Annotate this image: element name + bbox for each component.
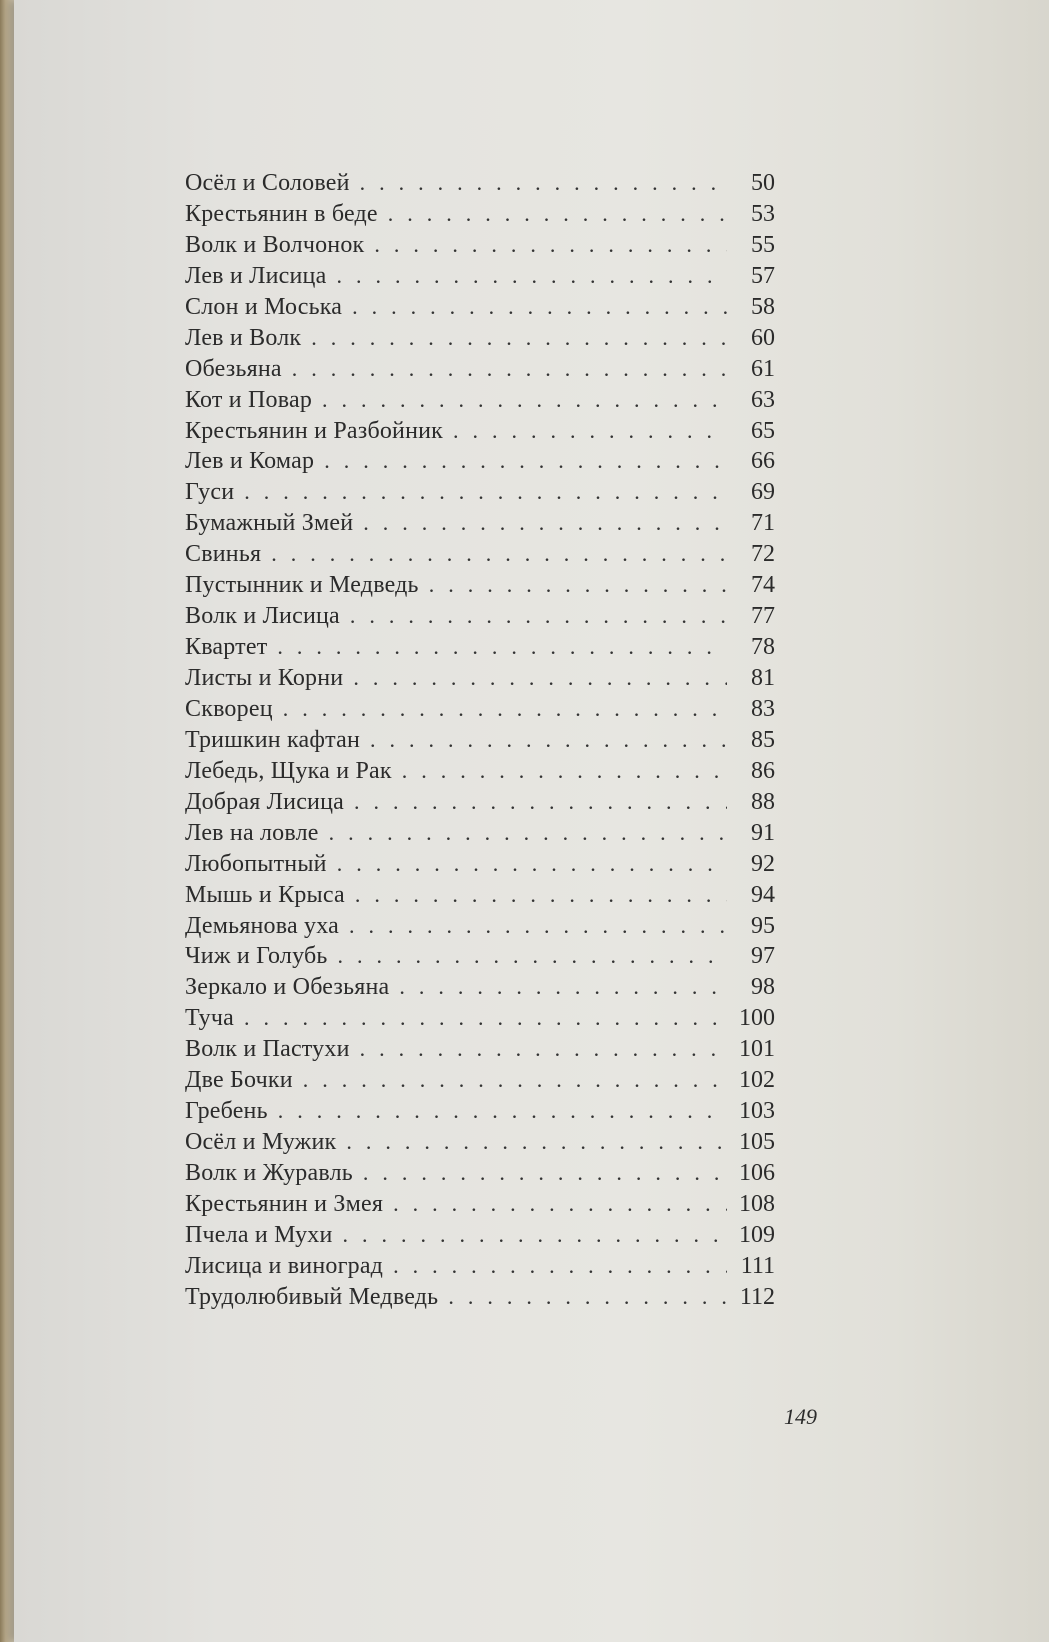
toc-entry — [185, 1127, 775, 1158]
toc-entry — [185, 385, 775, 416]
toc-entry — [185, 972, 775, 1003]
dot-leader — [277, 632, 727, 663]
toc-entry-page: 111 — [740, 1252, 775, 1279]
toc-entry-title: Свинья — [185, 541, 262, 568]
toc-entry-page: 63 — [751, 386, 775, 413]
toc-entry-title: Пчела и Мухи — [185, 1221, 333, 1248]
toc-entry — [185, 323, 775, 354]
toc-entry-title: Волк и Лисица — [185, 603, 340, 630]
dot-leader — [353, 663, 727, 694]
toc-entry-page: 103 — [739, 1098, 775, 1125]
toc-entry — [185, 632, 775, 663]
toc-entry — [185, 168, 775, 199]
dot-leader — [343, 1220, 727, 1251]
dot-leader — [283, 694, 727, 725]
page-number: 149 — [784, 1404, 817, 1429]
dot-leader — [360, 1034, 727, 1065]
toc-entry-title: Мышь и Крыса — [185, 881, 345, 908]
toc-entry-title: Скворец — [185, 695, 273, 722]
toc-entry-page: 100 — [739, 1005, 775, 1032]
toc-entry-title: Чиж и Голубь — [185, 943, 328, 970]
toc-entry-title: Демьянова уха — [185, 912, 339, 939]
toc-entry — [185, 416, 775, 447]
toc-entry-page: 102 — [739, 1067, 775, 1094]
toc-entry-page: 69 — [751, 479, 775, 506]
toc-entry-page: 88 — [751, 788, 775, 815]
toc-entry-title: Листы и Корни — [185, 665, 344, 691]
toc-entry — [185, 1034, 775, 1065]
dot-leader — [349, 911, 727, 942]
toc-entry-title: Гребень — [185, 1098, 268, 1125]
toc-entry — [185, 1189, 775, 1220]
dot-leader — [402, 756, 727, 787]
toc-entry — [185, 261, 775, 292]
toc-entry-title: Любопытный — [185, 850, 327, 877]
toc-entry-title: Обезьяна — [185, 355, 282, 382]
toc-entry — [185, 601, 775, 632]
toc-entry — [185, 725, 775, 756]
dot-leader — [336, 261, 727, 292]
book-spine-edge — [0, 0, 14, 1642]
dot-leader — [324, 446, 727, 477]
dot-leader — [271, 539, 727, 570]
dot-leader — [337, 849, 727, 880]
toc-entry-page: 53 — [751, 200, 775, 227]
toc-entry — [185, 354, 775, 385]
toc-entry — [185, 818, 775, 849]
toc-entry-page: 109 — [739, 1221, 775, 1248]
toc-entry-page: 71 — [751, 510, 775, 537]
toc-entry-page: 81 — [751, 665, 775, 691]
toc-entry — [185, 539, 775, 570]
dot-leader — [363, 1158, 727, 1189]
toc-entry — [185, 849, 775, 880]
toc-entry-page: 98 — [751, 974, 775, 1001]
toc-entry-page: 58 — [751, 293, 775, 320]
toc-entry — [185, 570, 775, 601]
toc-entry — [185, 1158, 775, 1189]
toc-entry-title: Тришкин кафтан — [185, 726, 360, 753]
toc-entry — [185, 1096, 775, 1127]
toc-entry-page: 101 — [739, 1036, 775, 1063]
dot-leader — [292, 354, 727, 385]
toc-entry-title: Осёл и Мужик — [185, 1129, 337, 1156]
toc-entry-page: 97 — [751, 943, 775, 970]
toc-entry-title: Лев и Волк — [185, 324, 302, 351]
dot-leader — [363, 508, 727, 539]
toc-entry-page: 106 — [739, 1160, 775, 1186]
dot-leader — [388, 199, 727, 230]
toc-entry-page: 86 — [751, 757, 775, 784]
dot-leader — [360, 168, 727, 199]
toc-entry-page: 55 — [751, 231, 775, 258]
toc-entry-title: Крестьянин и Змея — [185, 1190, 384, 1217]
toc-entry-title: Туча — [185, 1005, 234, 1032]
toc-entry — [185, 880, 775, 911]
toc-entry-title: Крестьянин в беде — [185, 200, 378, 227]
dot-leader — [278, 1096, 727, 1127]
toc-entry — [185, 787, 775, 818]
toc-entry — [185, 477, 775, 508]
toc-entry — [185, 230, 775, 261]
dot-leader — [399, 972, 727, 1003]
toc-entry — [185, 941, 775, 972]
toc-entry — [185, 508, 775, 539]
toc-entry-page: 94 — [751, 881, 775, 908]
toc-entry-page: 95 — [751, 912, 775, 939]
toc-entry-title: Лебедь, Щука и Рак — [185, 757, 392, 784]
toc-entry — [185, 1003, 775, 1034]
toc-entry-title: Квартет — [185, 634, 268, 661]
toc-entry-title: Зеркало и Обезьяна — [185, 974, 390, 1001]
toc-entry-page: 112 — [739, 1283, 775, 1310]
dot-leader — [322, 385, 727, 416]
toc-entry-title: Добрая Лисица — [185, 788, 344, 815]
toc-entry-title: Волк и Пастухи — [185, 1036, 350, 1063]
dot-leader — [448, 1282, 727, 1313]
toc-entry-title: Крестьянин и Разбойник — [185, 417, 444, 444]
toc-entry-page: 50 — [751, 170, 775, 196]
toc-entry-title: Лев на ловле — [185, 819, 319, 846]
toc-entry-page: 66 — [751, 448, 775, 475]
toc-entry-title: Пустынник и Медведь — [185, 572, 419, 599]
toc-entry-title: Слон и Моська — [185, 293, 343, 320]
toc-entry-page: 57 — [751, 262, 775, 289]
toc-entry-title: Волк и Журавль — [185, 1160, 353, 1186]
toc-entry-page: 61 — [751, 355, 775, 382]
toc-entry-title: Гуси — [185, 479, 235, 506]
dot-leader — [244, 1003, 727, 1034]
toc-entry-title: Трудолюбивый Медведь — [185, 1283, 439, 1310]
toc-entry-page: 108 — [739, 1190, 775, 1217]
book-page — [14, 0, 1049, 1642]
toc-entry — [185, 911, 775, 942]
dot-leader — [354, 787, 727, 818]
toc-entry-page: 91 — [751, 819, 775, 846]
toc-entry-title: Лев и Лисица — [185, 262, 327, 289]
dot-leader — [453, 416, 727, 447]
toc-entry — [185, 1282, 775, 1313]
dot-leader — [393, 1251, 727, 1282]
dot-leader — [346, 1127, 727, 1158]
dot-leader — [352, 292, 727, 323]
toc-entry-page: 60 — [751, 324, 775, 351]
toc-entry-title: Осёл и Соловей — [185, 170, 350, 196]
toc-entry-page: 74 — [751, 572, 775, 599]
dot-leader — [370, 725, 727, 756]
dot-leader — [338, 941, 727, 972]
toc-entry — [185, 1065, 775, 1096]
toc-entry-page: 77 — [751, 603, 775, 630]
toc-entry-page: 92 — [751, 850, 775, 877]
toc-entry — [185, 292, 775, 323]
toc-entry-page: 78 — [751, 634, 775, 661]
toc-entry-page: 83 — [751, 695, 775, 722]
dot-leader — [393, 1189, 727, 1220]
toc-entry-title: Волк и Волчонок — [185, 231, 365, 258]
toc-entry — [185, 756, 775, 787]
dot-leader — [329, 818, 727, 849]
dot-leader — [350, 601, 727, 632]
toc-entry-title: Две Бочки — [185, 1067, 293, 1094]
toc-entry-page: 72 — [751, 541, 775, 568]
dot-leader — [303, 1065, 727, 1096]
dot-leader — [429, 570, 727, 601]
toc-entry-title: Кот и Повар — [185, 386, 313, 413]
toc-entry — [185, 663, 775, 694]
toc-entry-page: 85 — [751, 726, 775, 753]
toc-entry — [185, 1220, 775, 1251]
dot-leader — [355, 880, 727, 911]
toc-entry-title: Бумажный Змей — [185, 510, 354, 537]
dot-leader — [244, 477, 727, 508]
table-of-contents — [185, 168, 775, 1313]
toc-entry-title: Лев и Комар — [185, 448, 315, 475]
toc-entry — [185, 199, 775, 230]
dot-leader — [311, 323, 727, 354]
toc-entry — [185, 446, 775, 477]
toc-entry-page: 105 — [739, 1129, 775, 1156]
toc-entry-page: 65 — [751, 417, 775, 444]
toc-entry — [185, 694, 775, 725]
toc-entry — [185, 1251, 775, 1282]
dot-leader — [374, 230, 727, 261]
toc-entry-title: Лисица и виноград — [185, 1252, 384, 1279]
